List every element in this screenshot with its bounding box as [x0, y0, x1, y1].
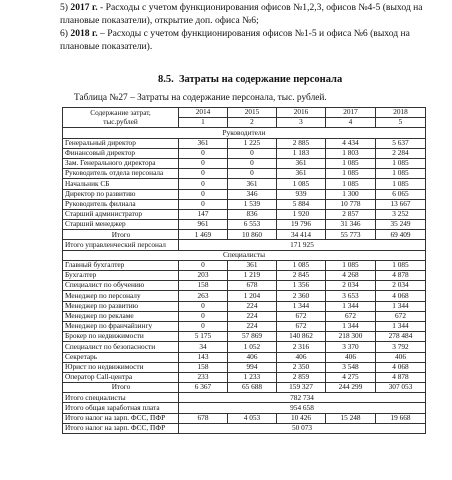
table-row	[63, 301, 426, 311]
row-value: 1 300	[326, 189, 376, 199]
paragraph-text: – Расходы с учетом функционирования офисов №1-5 и офиса №6 (выход на плановые показатели).	[60, 28, 410, 52]
row-value: 939	[277, 189, 326, 199]
row-label: Директор по развитию	[63, 189, 179, 199]
row-value: 0	[179, 179, 228, 189]
total-label: Итого управленческий персонал	[63, 240, 179, 250]
row-value: 263	[179, 291, 228, 301]
row-value: 278 484	[376, 332, 426, 342]
table-row	[63, 342, 426, 352]
section-title: Затраты на содержание персонала	[179, 74, 343, 85]
row-value: 224	[228, 301, 277, 311]
header-year: 2016	[277, 108, 326, 118]
row-label: Секретарь	[63, 352, 179, 362]
row-value: 1 356	[277, 281, 326, 291]
total-value: 954 658	[179, 403, 426, 413]
row-value: 35 249	[376, 220, 426, 230]
total-row-tax	[63, 423, 426, 433]
table-row	[63, 169, 426, 179]
row-label: Генеральный директор	[63, 138, 179, 148]
row-value: 961	[179, 220, 228, 230]
row-value: 1 225	[228, 138, 277, 148]
row-value: 672	[376, 311, 426, 321]
header-year: 2015	[228, 108, 277, 118]
table-row	[63, 352, 426, 362]
table-row	[63, 311, 426, 321]
header-label: Содержание затрат, тыс.рублей	[63, 108, 179, 128]
row-label: Финансовый директор	[63, 148, 179, 158]
row-value: 3 548	[326, 362, 376, 372]
row-value: 0	[179, 311, 228, 321]
row-value: 19 668	[376, 413, 426, 423]
row-value: 1 085	[277, 260, 326, 270]
row-value: 147	[179, 209, 228, 219]
row-value: 0	[179, 199, 228, 209]
row-value: 1 344	[326, 321, 376, 331]
row-value: 406	[277, 352, 326, 362]
group-row-specialists	[63, 250, 426, 260]
row-value: 233	[179, 372, 228, 382]
table-row	[63, 372, 426, 382]
row-value: 158	[179, 281, 228, 291]
header-year: 2017	[326, 108, 376, 118]
table-row	[63, 332, 426, 342]
row-label: Менеджер по рекламе	[63, 311, 179, 321]
row-value: 672	[277, 321, 326, 331]
row-value: 5 884	[277, 199, 326, 209]
paragraph-text: - Расходы с учетом функционирования офисов №1,2,3, офисов №4-5 (выход на плановые показатели), открытие доп. офиса №6;	[60, 2, 423, 26]
row-value: 1 052	[228, 342, 277, 352]
total-value: 171 925	[179, 240, 426, 250]
row-value: 0	[179, 158, 228, 168]
row-value: 0	[179, 169, 228, 179]
list-number: 6)	[60, 28, 71, 39]
row-value: 672	[326, 311, 376, 321]
row-value: 34 414	[277, 230, 326, 240]
row-value: 0	[179, 148, 228, 158]
total-label: Итого специалисты	[63, 393, 179, 403]
row-value: 10 860	[228, 230, 277, 240]
row-value: 57 869	[228, 332, 277, 342]
row-value: 4 878	[376, 372, 426, 382]
row-value: 1 085	[376, 169, 426, 179]
row-label: Главный бухгалтер	[63, 260, 179, 270]
row-value: 0	[228, 169, 277, 179]
row-value: 69 409	[376, 230, 426, 240]
row-value: 1 344	[277, 301, 326, 311]
table-row	[63, 158, 426, 168]
header-year: 2018	[376, 108, 426, 118]
row-label: Итого	[63, 383, 179, 393]
row-value: 361	[228, 260, 277, 270]
row-value: 1 469	[179, 230, 228, 240]
row-value: 1 539	[228, 199, 277, 209]
row-value: 0	[228, 148, 277, 158]
row-value: 361	[228, 179, 277, 189]
row-label: Руководитель отдела персонала	[63, 169, 179, 179]
table-row	[63, 209, 426, 219]
table-header	[63, 108, 426, 128]
row-value: 2 316	[277, 342, 326, 352]
table-row	[63, 281, 426, 291]
row-value: 224	[228, 321, 277, 331]
row-value: 2 885	[277, 138, 326, 148]
row-label: Старший менеджер	[63, 220, 179, 230]
table-row	[63, 138, 426, 148]
row-value: 10 778	[326, 199, 376, 209]
row-value: 406	[228, 352, 277, 362]
row-value: 4 434	[326, 138, 376, 148]
table-row	[63, 321, 426, 331]
row-value: 836	[228, 209, 277, 219]
row-value: 158	[179, 362, 228, 372]
total-label: Итого налог на зарп. ФСС, ПФР	[63, 423, 179, 433]
row-value: 2 350	[277, 362, 326, 372]
row-value: 55 773	[326, 230, 376, 240]
row-value: 1 085	[326, 158, 376, 168]
group-row-managers	[63, 128, 426, 138]
table-row	[63, 220, 426, 230]
row-value: 1 085	[277, 179, 326, 189]
total-row-payroll	[63, 403, 426, 413]
table-row	[63, 189, 426, 199]
row-label: Старший администратор	[63, 209, 179, 219]
row-value: 2 034	[326, 281, 376, 291]
row-label: Брокер по недвижимости	[63, 332, 179, 342]
table-caption: Таблица №27 – Затраты на содержание персонала, тыс. рублей.	[74, 93, 327, 103]
row-value: 13 667	[376, 199, 426, 209]
row-value: 1 344	[376, 301, 426, 311]
row-value: 2 845	[277, 271, 326, 281]
row-value: 31 346	[326, 220, 376, 230]
row-value: 2 360	[277, 291, 326, 301]
row-value: 2 284	[376, 148, 426, 158]
row-label: Оператор Call-центра	[63, 372, 179, 382]
row-value: 361	[277, 158, 326, 168]
row-value: 2 034	[376, 281, 426, 291]
row-value: 1 219	[228, 271, 277, 281]
row-value: 0	[228, 158, 277, 168]
row-value: 1 085	[326, 179, 376, 189]
table-row	[63, 362, 426, 372]
row-value: 1 204	[228, 291, 277, 301]
paragraph-2017	[60, 1, 430, 27]
row-value: 2 857	[326, 209, 376, 219]
row-value: 361	[179, 138, 228, 148]
row-value: 0	[179, 260, 228, 270]
total-label: Итого общая заработная плата	[63, 403, 179, 413]
row-label: Зам. Генерального директора	[63, 158, 179, 168]
row-label: Специалист по обучению	[63, 281, 179, 291]
row-value: 19 796	[277, 220, 326, 230]
row-value: 203	[179, 271, 228, 281]
row-value: 346	[228, 189, 277, 199]
table-row	[63, 148, 426, 158]
row-label: Руководитель филиала	[63, 199, 179, 209]
table-row	[63, 383, 426, 393]
row-label: Специалист по безопасности	[63, 342, 179, 352]
personnel-costs-table	[62, 107, 426, 434]
row-value: 361	[277, 169, 326, 179]
row-value: 1 183	[277, 148, 326, 158]
year-label: 2018 г.	[70, 28, 98, 39]
row-label: Менеджер по развитию	[63, 301, 179, 311]
row-value: 4 053	[228, 413, 277, 423]
paragraph-2018	[60, 27, 430, 53]
row-value: 1 085	[376, 158, 426, 168]
row-value: 1 085	[376, 260, 426, 270]
row-value: 34	[179, 342, 228, 352]
row-value: 2 859	[277, 372, 326, 382]
row-value: 4 275	[326, 372, 376, 382]
total-value: 782 734	[179, 393, 426, 403]
row-value: 672	[277, 311, 326, 321]
row-value: 6 553	[228, 220, 277, 230]
row-value: 1 233	[228, 372, 277, 382]
row-value: 3 653	[326, 291, 376, 301]
table-row	[63, 179, 426, 189]
total-value: 50 073	[179, 423, 426, 433]
group-title: Руководители	[63, 128, 426, 138]
header-col-number: 2	[228, 118, 277, 128]
section-number: 8.5.	[158, 74, 174, 85]
row-label: Бухгалтер	[63, 271, 179, 281]
list-number: 5)	[60, 2, 71, 13]
row-value: 1 085	[326, 169, 376, 179]
row-value: 244 299	[326, 383, 376, 393]
table-row	[63, 199, 426, 209]
table-row	[63, 271, 426, 281]
row-value: 218 300	[326, 332, 376, 342]
row-value: 6 367	[179, 383, 228, 393]
row-value: 6 065	[376, 189, 426, 199]
row-value: 3 792	[376, 342, 426, 352]
total-row-managers	[63, 240, 426, 250]
tax-row-by-year	[63, 413, 426, 423]
row-value: 65 688	[228, 383, 277, 393]
row-value: 1 920	[277, 209, 326, 219]
row-value: 159 327	[277, 383, 326, 393]
row-value: 4 878	[376, 271, 426, 281]
row-value: 0	[179, 321, 228, 331]
row-value: 5 637	[376, 138, 426, 148]
row-value: 15 248	[326, 413, 376, 423]
year-label: 2017 г.	[70, 2, 98, 13]
total-row-specialists	[63, 393, 426, 403]
row-value: 5 175	[179, 332, 228, 342]
row-value: 3 370	[326, 342, 376, 352]
row-value: 224	[228, 311, 277, 321]
row-value: 10 426	[277, 413, 326, 423]
row-value: 143	[179, 352, 228, 362]
header-col-number: 3	[277, 118, 326, 128]
row-value: 1 803	[326, 148, 376, 158]
row-value: 3 252	[376, 209, 426, 219]
row-label: Итого налог на зарп. ФСС, ПФР	[63, 413, 179, 423]
row-value: 994	[228, 362, 277, 372]
row-value: 0	[179, 189, 228, 199]
row-value: 1 085	[376, 179, 426, 189]
row-label: Начальник СБ	[63, 179, 179, 189]
header-col-number: 4	[326, 118, 376, 128]
row-value: 678	[228, 281, 277, 291]
row-label: Юрист по недвижимости	[63, 362, 179, 372]
header-year: 2014	[179, 108, 228, 118]
table-body	[63, 128, 426, 434]
row-label: Менеджер по франчайзингу	[63, 321, 179, 331]
row-value: 1 344	[376, 321, 426, 331]
row-value: 0	[179, 301, 228, 311]
group-title: Специалисты	[63, 250, 426, 260]
header-col-number: 1	[179, 118, 228, 128]
table-row	[63, 291, 426, 301]
row-label: Менеджер по персоналу	[63, 291, 179, 301]
row-value: 4 268	[326, 271, 376, 281]
header-col-number: 5	[376, 118, 426, 128]
row-value: 406	[376, 352, 426, 362]
row-value: 4 068	[376, 362, 426, 372]
section-heading	[158, 74, 342, 85]
row-value: 140 862	[277, 332, 326, 342]
row-value: 1 085	[326, 260, 376, 270]
table-row	[63, 260, 426, 270]
row-value: 1 344	[326, 301, 376, 311]
row-value: 4 068	[376, 291, 426, 301]
row-value: 678	[179, 413, 228, 423]
row-value: 307 053	[376, 383, 426, 393]
row-label: Итого	[63, 230, 179, 240]
table-row	[63, 230, 426, 240]
row-value: 406	[326, 352, 376, 362]
